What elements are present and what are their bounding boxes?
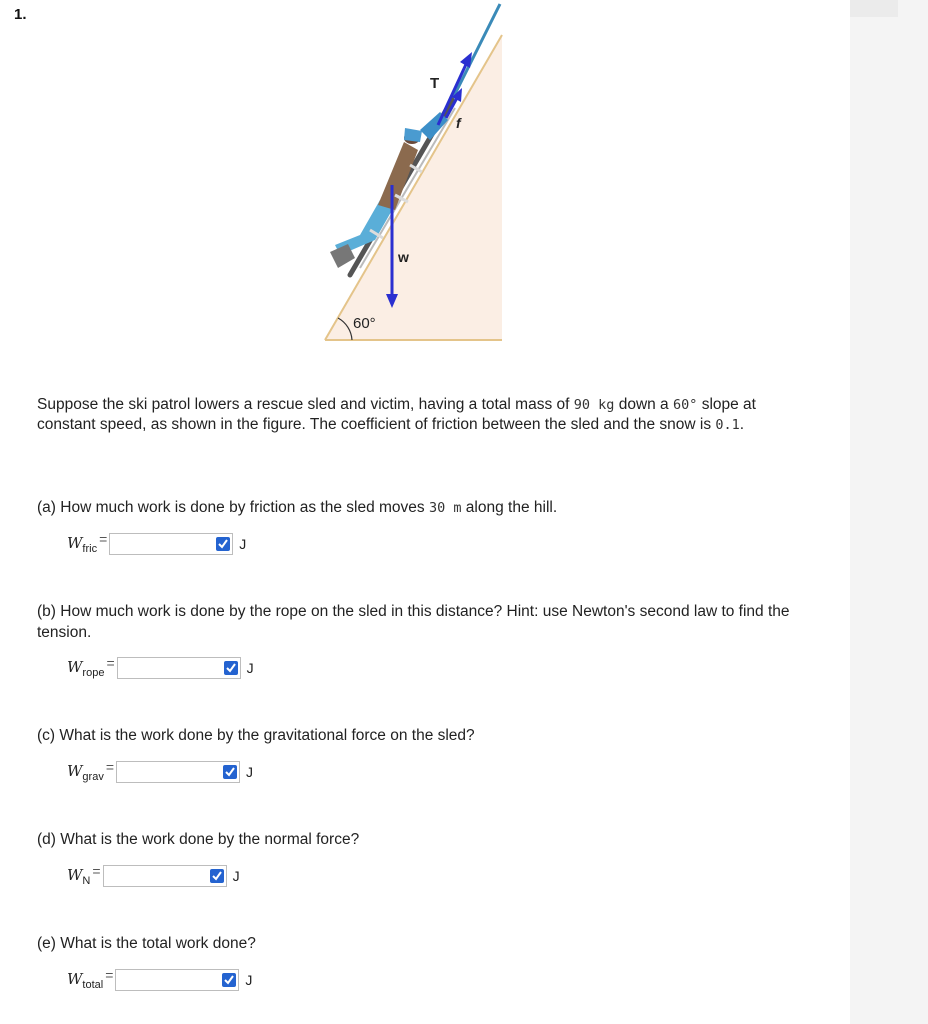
problem-mass: 90 kg (573, 397, 615, 413)
part-d-unit: J (232, 868, 240, 884)
part-b-answer-row (67, 656, 254, 680)
part-a-text-1: (a) How much work is done by friction as the sled moves (37, 499, 429, 516)
part-b-question: (b) How much work is done by the rope on the sled in this distance? Hint: use Newton's second law to find the tension. (37, 603, 790, 641)
part-a-equals: = (99, 531, 108, 547)
part-a-check-icon[interactable] (216, 537, 230, 551)
friction-label: f (456, 115, 461, 131)
part-d-equals: = (92, 863, 101, 879)
part-a-question (37, 497, 797, 519)
side-panel (850, 0, 928, 1024)
problem-angle: 60° (673, 397, 698, 413)
part-c-equals: = (105, 759, 115, 775)
angle-label: 60° (353, 315, 376, 332)
weight-label: w (398, 249, 409, 265)
part-d-variable: $W_N$ (67, 865, 91, 887)
part-c-answer-row (67, 760, 253, 784)
part-a-answer-input[interactable] (109, 533, 233, 555)
part-d-question: (d) What is the work done by the normal force? (37, 831, 360, 848)
ski-slope-figure (300, 0, 540, 350)
part-e-answer-input[interactable] (115, 969, 239, 991)
part-d-answer-row (67, 864, 240, 888)
part-c-question: (c) What is the work done by the gravitational force on the sled? (37, 727, 475, 744)
part-b-answer-input[interactable] (117, 657, 241, 679)
problem-text-4: . (739, 416, 745, 433)
part-d-check-icon[interactable] (210, 869, 224, 883)
part-a-text-2: along the hill. (461, 499, 558, 516)
part-a-variable: $W_{fric}$ (67, 533, 98, 555)
part-e-check-icon[interactable] (222, 973, 236, 987)
problem-statement (37, 395, 797, 435)
question-number: 1. (14, 6, 27, 23)
part-e-answer-row (67, 968, 252, 992)
side-panel-tab[interactable] (850, 0, 898, 17)
problem-mu: 0.1 (715, 417, 740, 433)
part-b-equals: = (106, 655, 115, 671)
part-a-distance: 30 m (428, 500, 462, 516)
part-a-unit: J (239, 536, 247, 552)
part-e-variable: $W_{total}$ (67, 969, 104, 991)
part-c-answer-input[interactable] (116, 761, 240, 783)
part-c-unit: J (246, 764, 254, 780)
tension-arrowhead (460, 52, 472, 68)
part-a-answer-row (67, 532, 246, 556)
part-b-check-icon[interactable] (224, 661, 238, 675)
part-c-check-icon[interactable] (223, 765, 237, 779)
part-e-unit: J (245, 972, 253, 988)
victim-helmet (404, 128, 422, 142)
tension-label: T (430, 75, 440, 92)
problem-text-3: slope at constant speed, as shown in the figure. The coefficient of friction between the sled and the snow is (37, 396, 756, 433)
part-b-variable: $W_{rope}$ (67, 657, 105, 679)
part-d-answer-input[interactable] (103, 865, 227, 887)
part-c-variable: $W_{grav}$ (67, 761, 104, 783)
part-e-equals: = (105, 967, 114, 983)
problem-text-1: Suppose the ski patrol lowers a rescue sled and victim, having a total mass of (37, 396, 574, 413)
problem-text-2: down a (614, 396, 673, 413)
part-e-question: (e) What is the total work done? (37, 935, 256, 952)
part-b-unit: J (246, 660, 254, 676)
